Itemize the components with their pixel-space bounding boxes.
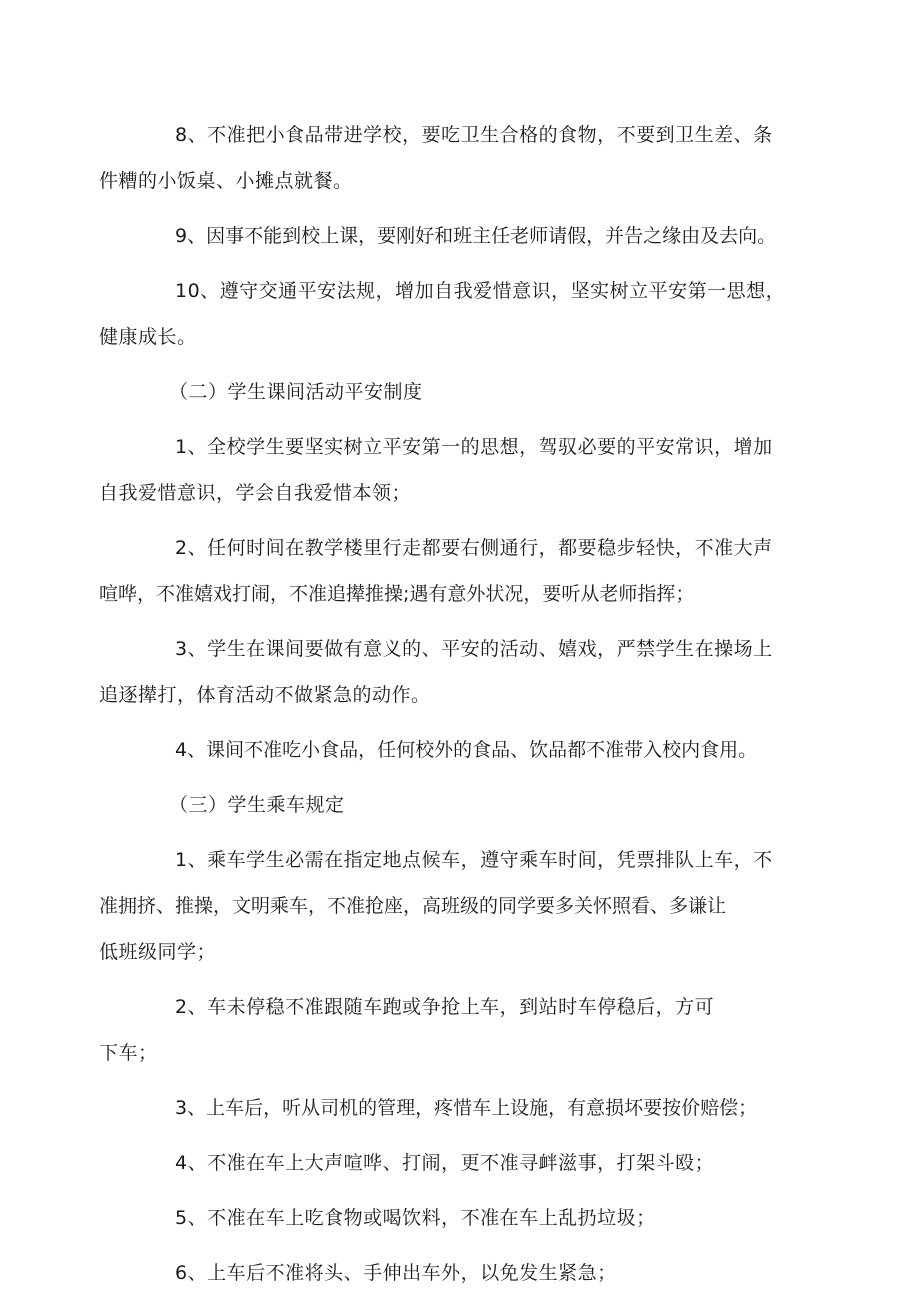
document-body [99,112,797,1305]
text-line: 健康成长。 [99,326,197,348]
text-line: 3、学生在课间要做有意义的、平安的活动、嬉戏，严禁学生在操场上 [175,638,773,660]
bus-rule-5 [137,1195,797,1241]
rule-item-8 [99,112,797,204]
text-line: 1、乘车学生必需在指定地点候车，遵守乘车时间，凭票排队上车，不 [175,849,773,871]
bus-rule-6 [137,1250,797,1296]
text-line: 自我爱惜意识，学会自我爱惜本领； [99,482,412,504]
text-line: 10、遵守交通平安法规，增加自我爱惜意识，坚实树立平安第一思想， [175,280,786,302]
text-line: 5、不准在车上吃食物或喝饮料，不准在车上乱扔垃圾； [175,1207,656,1229]
text-line: 喧哗，不准嬉戏打闹，不准追撵推操;遇有意外状况，要听从老师指挥； [99,583,695,605]
text-line: 低班级同学； [99,941,217,963]
activity-rule-4 [137,727,797,773]
rule-item-10 [99,268,797,360]
bus-rule-1 [99,837,797,975]
text-line: 追逐撵打，体育活动不做紧急的动作。 [99,684,431,706]
activity-rule-2 [99,525,797,617]
bus-rule-3 [137,1085,797,1131]
text-line: 8、不准把小食品带进学校，要吃卫生合格的食物，不要到卫生差、条 [175,124,773,146]
bus-rule-2 [99,984,797,1076]
text-line: 6、上车后不准将头、手伸出车外，以免发生紧急； [175,1262,617,1284]
activity-rule-3 [99,626,797,718]
bus-rule-4 [137,1140,797,1186]
section-heading-2 [137,369,797,415]
text-line: 下车； [99,1042,158,1064]
text-line: 9、因事不能到校上课，要刚好和班主任老师请假，并告之缘由及去向。 [175,225,777,247]
text-line: 2、车未停稳不准跟随车跑或争抢上车，到站时车停稳后，方可 [175,996,715,1018]
activity-rule-1 [99,424,797,516]
text-line: 4、不准在车上大声喧哗、打闹，更不准寻衅滋事，打架斗殴； [175,1152,715,1174]
text-line: 4、课间不准吃小食品，任何校外的食品、饮品都不准带入校内食用。 [175,739,758,761]
text-line: 1、全校学生要坚实树立平安第一的思想，驾驭必要的平安常识，增加 [175,436,773,458]
text-line: 准拥挤、推操，文明乘车，不准抢座，高班级的同学要多关怀照看、多谦让 [99,895,727,917]
text-line: 3、上车后，听从司机的管理，疼惜车上设施，有意损坏要按价赔偿； [175,1097,758,1119]
section-heading-3 [137,782,797,828]
text-line: 2、任何时间在教学楼里行走都要右侧通行，都要稳步轻快，不准大声 [175,537,773,559]
text-line: 件糟的小饭桌、小摊点就餐。 [99,170,353,192]
heading-text: （三）学生乘车规定 [169,794,345,816]
rule-item-9 [137,213,797,259]
heading-text: （二）学生课间活动平安制度 [169,381,423,403]
